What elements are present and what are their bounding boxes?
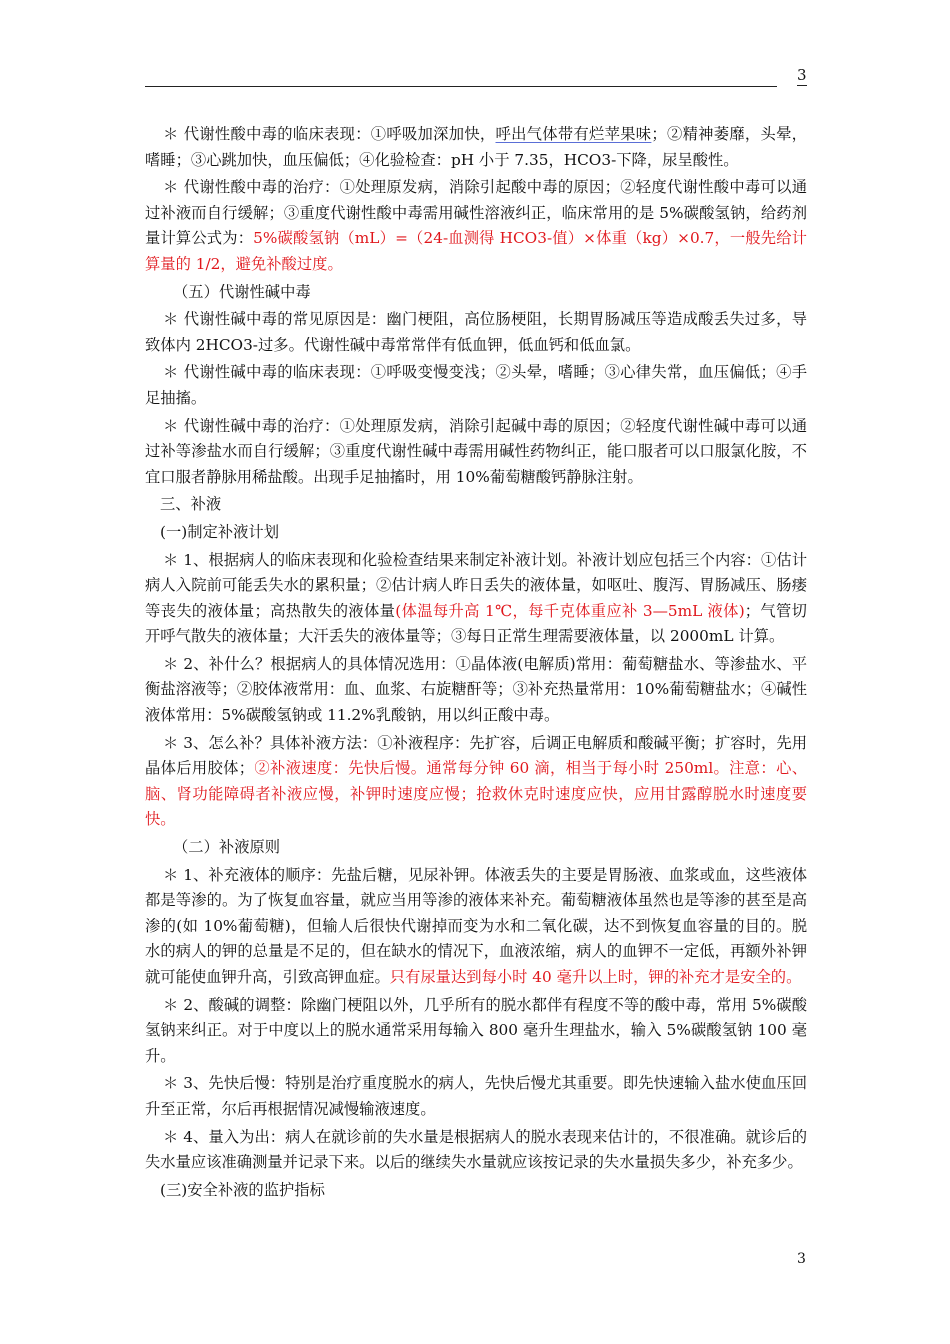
highlight-infusion-rate: ②补液速度：先快后慢。通常每分钟 60 滴，相当于每小时 250ml。注意：心、脑、肾功能障碍者补液应慢，补钾时速度应慢；抢救休克时速度应快，应用甘露醇脱水时速度要快。 <box>145 759 807 829</box>
paragraph-what-to-give: ＊ 2、补什么？根据病人的具体情况选用：①晶体液(电解质)常用：葡萄糖盐水、等渗盐水、平衡盐溶液等；②胶体液常用：血、血浆、右旋糖酐等；③补充热量常用：10%葡萄糖盐水；④碱性液体常用：5%碳酸氢钠或 11.2%乳酸钠，用以纠正酸中毒。 <box>145 654 807 725</box>
paragraph-how-to-give: ＊ 3、怎么补？具体补液方法：①补液程序：先扩容，后调正电解质和酸碱平衡；扩容时，先用晶体后用胶体；②补液速度：先快后慢。通常每分钟 60 滴，相当于每小时 250ml。注意：心、脑、肾功能障碍者补液应慢，补钾时速度应慢；抢救休克时速度应快，应用甘露醇脱水时速度要快。 <box>145 733 807 829</box>
underlined-phrase: 呼出气体带有烂苹果味 <box>495 125 652 143</box>
paragraph-fluid-plan: ＊ 1、根据病人的临床表现和化验检查结果来制定补液计划。补液计划应包括三个内容：①估计病人入院前可能丢失水的累积量；②估计病人昨日丢失的液体量，如呕吐、腹泻、胃肠减压、肠瘘等丧失的液体量；高热散失的液体量(体温每升高 1℃，每千克体重应补 3—5mL 液体)；气管切开呼气散失的液体量；大汗丢失的液体量等；③每日正常生理需要液体量，以 2000mL 计算。 <box>145 550 807 646</box>
highlight-formula: 5%碳酸氢钠（mL）=（24-血测得 HCO3-值）×体重（kg）×0.7，一般先给计算量的 1/2，避免补酸过度。 <box>145 229 807 273</box>
paragraph-acidosis-treatment: ＊ 代谢性酸中毒的治疗：①处理原发病，消除引起酸中毒的原因；②轻度代谢性酸中毒可以通过补液而自行缓解；③重度代谢性酸中毒需用碱性溶液纠正，临床常用的是 5%碳酸氢钠，给药剂量计算公式为：5%碳酸氢钠（mL）=（24-血测得 HCO3-值）×体重（kg）×0.7，一般先给计算量的 1/2，避免补酸过度。 <box>145 178 807 273</box>
paragraph-alkalosis-symptoms: ＊ 代谢性碱中毒的临床表现：①呼吸变慢变浅；②头晕，嗜睡；③心律失常，血压偏低；④手足抽搐。 <box>145 363 807 407</box>
highlight-potassium: 只有尿量达到每小时 40 毫升以上时，钾的补充才是安全的。 <box>389 968 802 986</box>
highlight-fever-loss: (体温每升高 1℃，每千克体重应补 3—5mL 液体) <box>395 601 745 620</box>
heading-fluid-principles: （二）补液原则 <box>173 838 281 857</box>
paragraph-fluid-order: ＊ 1、补充液体的顺序：先盐后糖，见尿补钾。体液丢失的主要是胃肠液、血浆或血，这些液体都是等渗的。为了恢复血容量，就应当用等渗的液体来补充。葡萄糖液体虽然也是等渗的甚至是高渗的(如 10%葡萄糖)，但输人后很快代谢掉而变为水和二氧化碳，达不到恢复血容量的目的。脱水的病人的钾的总量是不足的，但在缺水的情况下，血液浓缩，病人的血钾不一定低，再额外补钾就可能使血钾升高，引致高钾血症。只有尿量达到每小时 40 毫升以上时，钾的补充才是安全的。 <box>145 865 807 986</box>
paragraph-alkalosis-treatment: ＊ 代谢性碱中毒的治疗：①处理原发病，消除引起碱中毒的原因；②轻度代谢性碱中毒可以通过补等渗盐水而自行缓解；③重度代谢性碱中毒需用碱性药物纠正，能口服者可以口服氯化胺，不宜口服者静脉用稀盐酸。出现手足抽搐时，用 10%葡萄糖酸钙静脉注射。 <box>145 416 807 486</box>
heading-monitoring: (三)安全补液的监护指标 <box>160 1180 325 1199</box>
paragraph-alkalosis-causes: ＊ 代谢性碱中毒的常见原因是：幽门梗阻，高位肠梗阻，长期胃肠减压等造成酸丢失过多，导致体内 2HCO3-过多。代谢性碱中毒常常伴有低血钾，低血钙和低血氯。 <box>145 310 807 354</box>
header-page-number: 3 <box>797 66 807 84</box>
heading-alkalosis: （五）代谢性碱中毒 <box>173 282 311 301</box>
footer-page-number: 3 <box>797 1251 806 1267</box>
paragraph-fast-then-slow: ＊ 3、先快后慢：特别是治疗重度脱水的病人，先快后慢尤其重要。即先快速输入盐水使血压回升至正常，尔后再根据情况减慢输液速度。 <box>145 1074 807 1118</box>
heading-fluid-replacement: 三、补液 <box>160 495 222 514</box>
paragraph-acidosis-symptoms: ＊ 代谢性酸中毒的临床表现：①呼吸加深加快，呼出气体带有烂苹果味；②精神萎靡，头晕，嗜睡；③心跳加快，血压偏低；④化验检查：pH 小于 7.35，HCO3-下降，尿呈酸性。 <box>145 125 807 169</box>
paragraph-input-output: ＊ 4、量入为出：病人在就诊前的失水量是根据病人的脱水表现来估计的，不很准确。就诊后的失水量应该准确测量并记录下来。以后的继续失水量就应该按记录的失水量损失多少，补充多少。 <box>145 1127 807 1172</box>
paragraph-acid-base: ＊ 2、酸碱的调整：除幽门梗阻以外，几乎所有的脱水都伴有程度不等的酸中毒，常用 5%碳酸氢钠来纠正。对于中度以上的脱水通常采用每输入 800 毫升生理盐水，输入 5%碳酸氢钠 100 毫升。 <box>145 995 807 1065</box>
document-body <box>145 122 807 1205</box>
heading-fluid-plan: (一)制定补液计划 <box>160 522 280 541</box>
header-rule <box>145 86 777 87</box>
